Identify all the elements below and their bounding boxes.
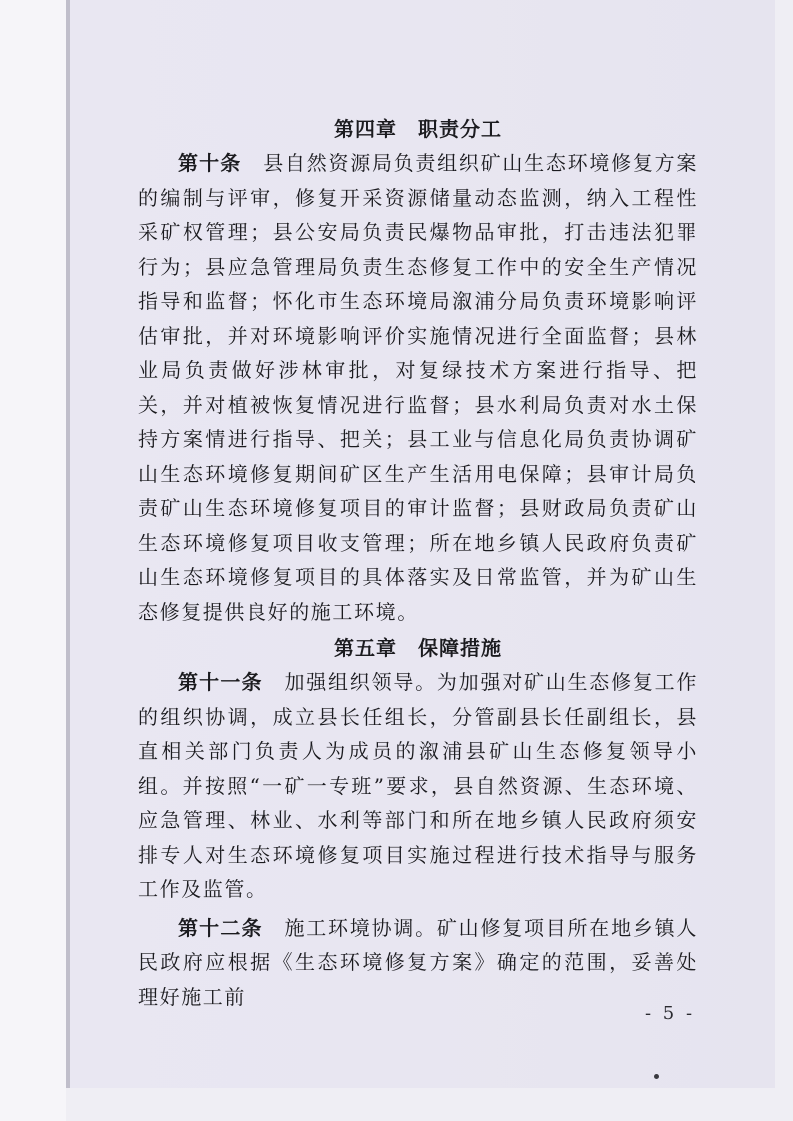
scan-bottom-margin — [66, 1088, 793, 1121]
article-10-spacer — [241, 151, 263, 175]
chapter-4-heading: 第四章 职责分工 — [334, 117, 502, 141]
document-body — [138, 112, 698, 1014]
article-10-text: 县自然资源局负责组织矿山生态环境修复方案的编制与评审，修复开采资源储量动态监测，纳入工程性采矿权管理；县公安局负责民爆物品审批，打击违法犯罪行为；县应急管理局负责生态修复工作中的安全生产情况指导和监督；怀化市生态环境局溆浦分局负责环境影响评估审批，并对环境影响评价实施情况进行全面监督；县林业局负责做好涉林审批，对复绿技术方案进行指导、把关，并对植被恢复情况进行监督；县水利局负责对水土保持方案情进行指导、把关；县工业与信息化局负责协调矿山生态环境修复期间矿区生产生活用电保障；县审计局负责矿山生态环境修复项目的审计监督；县财政局负责矿山生态环境修复项目收支管理；所在地乡镇人民政府负责矿山生态环境修复项目的具体落实及日常监管，并为矿山生态修复提供良好的施工环境。 — [138, 151, 699, 624]
article-11-text: 加强组织领导。为加强对矿山生态修复工作的组织协调，成立县长任组长，分管副县长任副组长，县直相关部门负责人为成员的溆浦县矿山生态修复领导小组。并按照“一矿一专班”要求，县自然资源、生态环境、应急管理、林业、水利等部门和所在地乡镇人民政府须安排专人对生态环境修复项目实施过程进行技术指导与服务工作及监管。 — [138, 670, 699, 901]
article-12-label: 第十二条 — [178, 915, 263, 940]
scan-right-edge — [775, 0, 793, 1088]
article-11-label: 第十一条 — [178, 670, 263, 694]
article-12 — [138, 911, 698, 1015]
article-11-spacer — [263, 670, 285, 694]
scan-speck — [654, 1074, 659, 1079]
chapter-5-heading: 第五章 保障措施 — [334, 636, 502, 660]
article-11 — [138, 665, 698, 907]
page-number: - 5 - — [645, 1003, 696, 1024]
scan-binding-shadow — [66, 0, 70, 1121]
article-12-spacer — [263, 916, 285, 940]
article-10-label: 第十条 — [178, 151, 242, 175]
scan-left-margin — [0, 0, 66, 1121]
article-12-text: 施工环境协调。矿山修复项目所在地乡镇人民政府应根据《生态环境修复方案》确定的范围，妥善处理好施工前 — [138, 915, 699, 1009]
article-10 — [138, 146, 698, 629]
